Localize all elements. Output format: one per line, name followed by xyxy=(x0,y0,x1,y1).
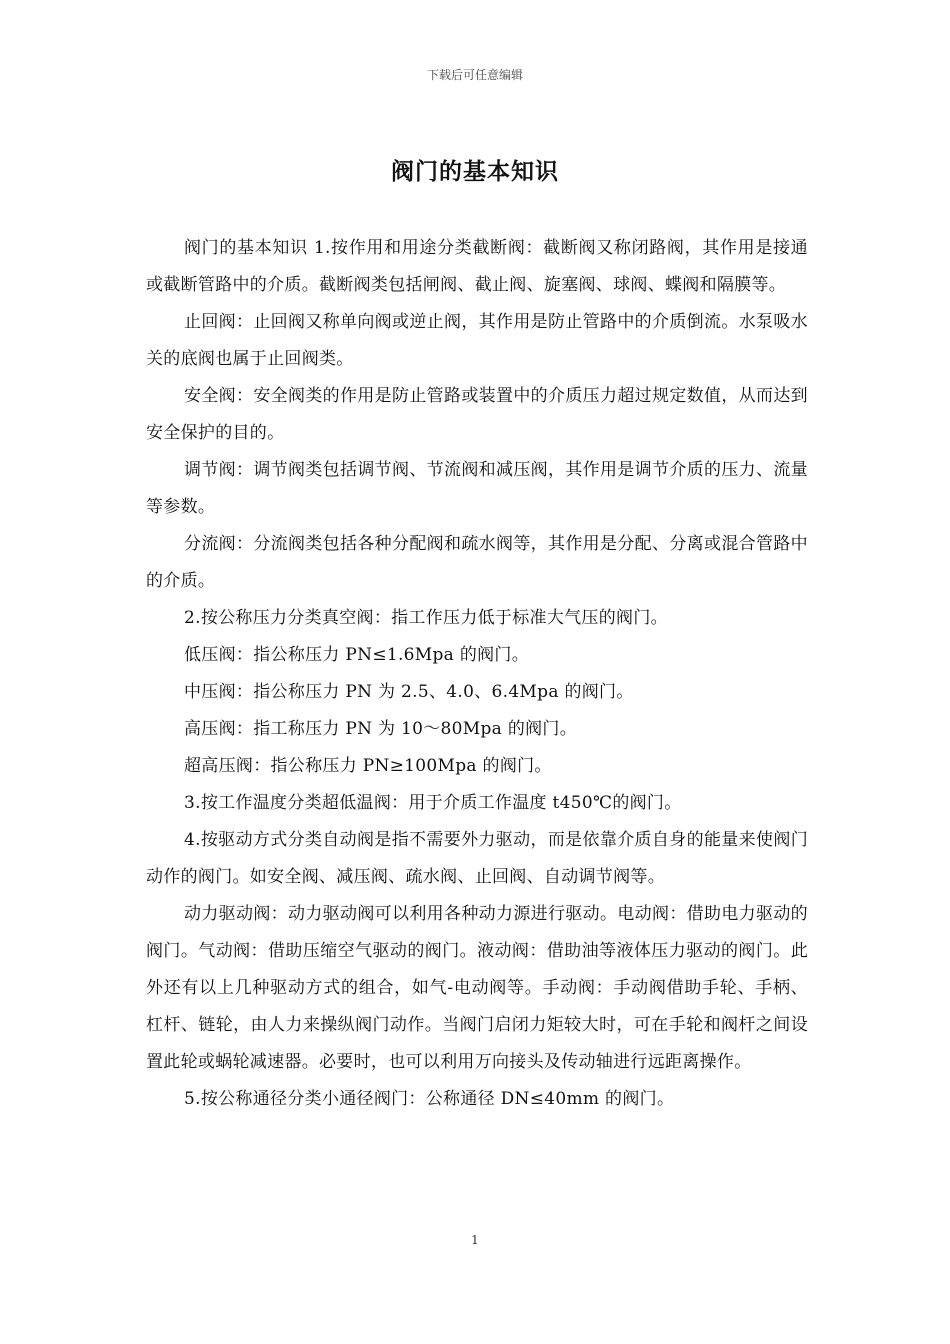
document-title: 阀门的基本知识 xyxy=(391,159,559,185)
paragraph-13: 动力驱动阀：动力驱动阀可以利用各种动力源进行驱动。电动阀：借助电力驱动的阀门。气动阀：借助压缩空气驱动的阀门。液动阀：借助油等液体压力驱动的阀门。此外还有以上几种驱动方式的组合，如气-电动阀等。手动阀：手动阀借助手轮、手柄、杠杆、链轮，由人力来操纵阀门动作。当阀门启闭力矩较大时，可在手轮和阀杆之间设置此轮或蜗轮减速器。必要时，也可以利用万向接头及传动轴进行远距离操作。 xyxy=(146,904,808,1072)
paragraph-10: 超高压阀：指公称压力 PN≥100Mpa 的阀门。 xyxy=(184,756,552,776)
paragraph-12: 4.按驱动方式分类自动阀是指不需要外力驱动，而是依靠介质自身的能量来使阀门动作的阀门。如安全阀、减压阀、疏水阀、止回阀、自动调节阀等。 xyxy=(146,830,808,887)
page-number: 1 xyxy=(471,1233,479,1247)
paragraph-11: 3.按工作温度分类超低温阀：用于介质工作温度 t450℃的阀门。 xyxy=(184,793,682,813)
paragraph-7: 低压阀：指公称压力 PN≤1.6Mpa 的阀门。 xyxy=(184,645,530,665)
page-header-note: 下载后可任意编辑 xyxy=(426,68,523,82)
paragraph-8: 中压阀：指公称压力 PN 为 2.5、4.0、6.4Mpa 的阀门。 xyxy=(184,682,634,702)
paragraph-2: 止回阀：止回阀又称单向阀或逆止阀，其作用是防止管路中的介质倒流。水泵吸水关的底阀也属于止回阀类。 xyxy=(146,312,808,369)
paragraph-1: 阀门的基本知识 1.按作用和用途分类截断阀：截断阀又称闭路阀，其作用是接通或截断管路中的介质。截断阀类包括闸阀、截止阀、旋塞阀、球阀、蝶阀和隔膜等。 xyxy=(146,238,808,295)
paragraph-14: 5.按公称通径分类小通径阀门：公称通径 DN≤40mm 的阀门。 xyxy=(184,1089,675,1109)
paragraph-4: 调节阀：调节阀类包括调节阀、节流阀和减压阀，其作用是调节介质的压力、流量等参数。 xyxy=(146,460,808,517)
paragraph-5: 分流阀：分流阀类包括各种分配阀和疏水阀等，其作用是分配、分离或混合管路中的介质。 xyxy=(146,534,808,591)
paragraph-9: 高压阀：指工称压力 PN 为 10～80Mpa 的阀门。 xyxy=(184,719,578,739)
document-body xyxy=(146,230,808,1118)
paragraph-6: 2.按公称压力分类真空阀：指工作压力低于标准大气压的阀门。 xyxy=(184,608,668,628)
paragraph-3: 安全阀：安全阀类的作用是防止管路或装置中的介质压力超过规定数值，从而达到安全保护的目的。 xyxy=(146,386,808,443)
